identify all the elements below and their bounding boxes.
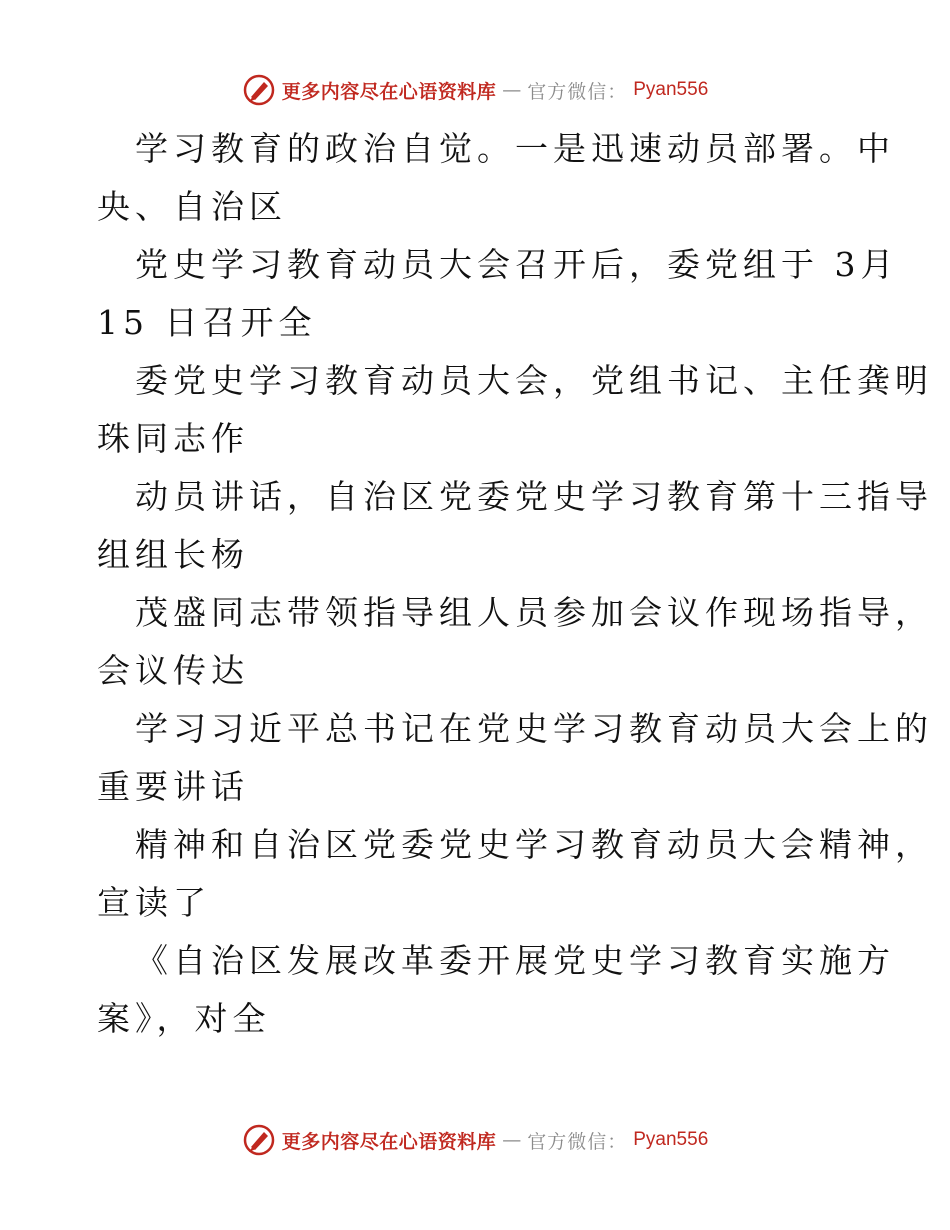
document-body	[97, 120, 933, 1048]
watermark-text: 更多内容尽在心语资料库	[281, 80, 497, 103]
paragraph-line: 委党史学习教育动员大会，党组书记、主任龚明	[135, 361, 933, 400]
paragraph-line: 重要讲话	[97, 767, 249, 806]
watermark-text: 更多内容尽在心语资料库	[281, 1130, 497, 1153]
paragraph-line: 15 日召开全	[97, 303, 317, 342]
paragraph-line: 茂盛同志带领指导组人员参加会议作现场指导，	[135, 593, 933, 632]
paragraph-line: 党史学习教育动员大会召开后，委党组于 3月	[135, 245, 899, 284]
pen-logo-icon	[242, 1123, 276, 1157]
watermark-wechat-label: 官方微信：	[527, 1130, 628, 1153]
paragraph-line: 《自治区发展改革委开展党史学习教育实施方	[135, 941, 895, 980]
watermark-wechat-id: Pyan556	[633, 79, 709, 100]
paragraph-line: 案》，对全	[97, 999, 271, 1038]
watermark-dash: —	[502, 1129, 522, 1151]
paragraph-line: 会议传达	[97, 651, 249, 690]
pen-logo-icon	[242, 73, 276, 107]
paragraph-line: 学习习近平总书记在党史学习教育动员大会上的	[135, 709, 933, 748]
paragraph-line: 组组长杨	[97, 535, 249, 574]
paragraph-line: 珠同志作	[97, 419, 249, 458]
watermark-dash: —	[502, 79, 522, 101]
paragraph-line: 精神和自治区党委党史学习教育动员大会精神，	[135, 825, 933, 864]
watermark-wechat-id: Pyan556	[633, 1129, 709, 1150]
paragraph-line: 央、自治区	[97, 187, 287, 226]
header-watermark	[0, 70, 950, 110]
paragraph-line: 动员讲话，自治区党委党史学习教育第十三指导	[135, 477, 933, 516]
watermark-wechat-label: 官方微信：	[527, 80, 628, 103]
paragraph-line: 宣读了	[97, 883, 211, 922]
paragraph-line: 学习教育的政治自觉。一是迅速动员部署。中	[135, 129, 895, 168]
footer-watermark	[0, 1120, 950, 1160]
